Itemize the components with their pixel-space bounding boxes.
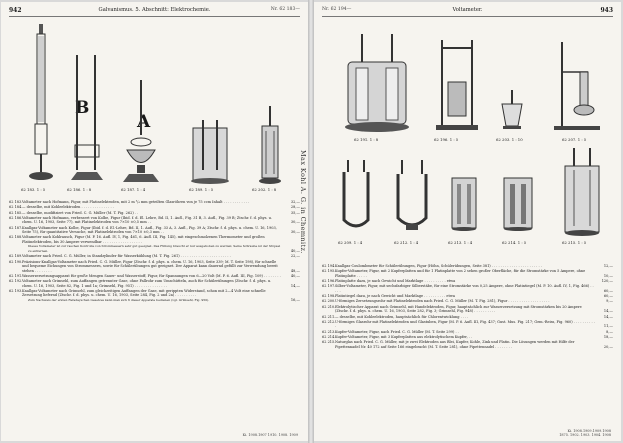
- caption-3: 62 189. 1 : 5: [189, 187, 214, 192]
- figure-silber-voltameter: [500, 90, 524, 130]
- entry-item: 62 198. Platintiegel dazu, je nach Gewicht und Marktlage . . . . . . . . . . etwa 60,—: [322, 294, 613, 299]
- entry-item: 62 195. Kupfer-Voltameter, Figur, mit 2 Kupferplatten und für 1 Platinplatte von 2 sehen großer Oberfläche, für die Stromstärke von 5 Ampere, ohne Platinplatte . . . . . 10,—: [322, 269, 613, 278]
- entry-item: 62 186. Voltameter nach Hofmann, verbessert von Kolbe, Figur (Ibid. f. d. El. Lehre, Bd. II, 1. Aufl., Fig. 31 B, 3. Aufl., Fig. 39 B; Ztschr. f. d. phys. u. chem. U. 16, 1903, Seite 77), mit Platinelektroden von 7×10 ±0,5 mm . . 30,—: [9, 215, 300, 225]
- figure-tall-cylinder: [562, 148, 602, 236]
- figure-stand-apparatus: [552, 42, 602, 132]
- right-head-title: Voltameter.: [452, 7, 483, 13]
- entry-item: 62 211. — desselbe, mit Kohleelektroden, hauptsächlich für Chlorentwicklung . . . . 14,—: [322, 314, 613, 319]
- caption-2: 62 203. 1 : 10: [496, 137, 523, 142]
- entry-item: 62 190. Präzisions-Knallgas-Voltameter nach Fried. C. G. Müller, Figur (Ztschr. f. d. phys. u. chem. U. 16, 1903, Seite 339; M. T. Seite 198), für schnelle und bequeme Eichungen von Strommessern, sowie für Schülerübungen gut geeignet. Der Apparat kann dauernd gefüllt zur Verwendung bereit stehen . . . . . . . . 48,—: [9, 259, 300, 273]
- entry-item: 62 215. Naturglas nach Fried. C. G. Müller, mit je zwei Elektroden aus Blei, Kupfer, Kohle, Zink und Platin. Die Lösungen werden mit Hilfe der Pipettennadel Nr. 40 172 auf Seite 166 eingebracht (M. T. Seite 281), ohne Pipettennadel . . . . . . . . 20,—: [322, 340, 613, 349]
- caption-8: 62 215. 1 : 5: [562, 240, 587, 245]
- left-page-number: 942: [9, 7, 22, 14]
- caption-1: 62 186. 1 : 8: [67, 187, 92, 192]
- right-footer: Ki. 1908.1909.1909.1908 1875. 1902. 1903. 1904. 1908: [559, 429, 611, 437]
- caption-1: 62 196. 1 : 5: [434, 137, 459, 142]
- figure-kupfer-voltameter: [432, 40, 482, 132]
- entry-item: 62 196. Platinplatte dazu, je nach Gewicht und Marktlage . . . . . . . . . . etwa 120,—: [322, 279, 613, 284]
- entry-item: 62 213. Kupfer-Voltameter, Figur, nach Fried. C. G. Müller (M. T. Seite 299) . . 8,—: [322, 329, 613, 334]
- entry-item: 62 188. Voltameter nach Kohlrausch, Figur (M. P. 16. Aufl. IV, 1, Fig. 461, 6. Aufl. III, Fig. 145), mit eingeschmolzenen Thermometer und großen Platinelektroden, bis 30 Ampere verwendbar . . . . . . . . . . . . . . . . . . 40,— Dieses Voltameter ist zur raschen Kontrolle von Strommessern sehr gut geeignet. Das Füllung braucht er nur ausgehoben zu werden; Seine Schraube ist der Stöpsel zu entfernen.: [9, 235, 300, 253]
- figure-wasserzersetzung: [342, 34, 412, 134]
- right-page-number: 943: [600, 7, 613, 14]
- caption-4: 62 209. 1 : 4: [338, 240, 363, 245]
- entry-item: 62 185. — desselbe, modifiziert von Fried. C. G. Müller (M. T. Fig. 262) . . 35,—: [9, 210, 300, 215]
- figure-zersetzungsrohr: [257, 106, 283, 186]
- figure-knallgas-voltameter: [119, 80, 164, 185]
- figure-beaker-1: [450, 172, 478, 232]
- right-figures: [322, 20, 613, 260]
- entry-item: 62 200. U-förmiges Zersetzungsrohr mit Platinelektroden nach Fried. C. G. Müller (M. T. Fig. 281), Figur . . . . . . . . . . . . . . . . . . . 9,—: [322, 299, 613, 304]
- entry-item: 62 197. Silber-Voltameter, Figur, mit sechsfarbiger Silberstäbe, für eine Stromstärke von 0,25 Ampere, ohne Platintiegel (M. P. 10. Aufl. IV, 1, Fig. 466) . . . . . 60,—: [322, 284, 613, 293]
- entry-item: 62 189. Voltameter nach Fried. C. G. Müller, in Standzylinder für Wasserkühlung (M. T. Fig. 261) . . . . . . . . . . . . . . . . . . . . . . . 22,—: [9, 254, 300, 259]
- caption-3: 62 207. 1 : 5: [562, 137, 587, 142]
- caption-5: 62 212. 1 : 4: [394, 240, 419, 245]
- caption-6: 62 213. 1 : 4: [448, 240, 473, 245]
- entry-item: 62 191. Wasserzersetzungsapparat für große Mengen Sauer- und Wasserstoff, Figur, für Spannungen von 6—20 Volt (M. P. 6. Aufl. III, Fig. 109) . . . . . . . . 40,—: [9, 273, 300, 278]
- figure-kolbe-voltameter: [69, 50, 105, 185]
- right-page: [314, 2, 621, 441]
- entry-item: 62 194. Knallgas-Coulombmeter für Schülerübungen, Figur (Höhn, Schülerübungen, Seite 381) . . . . . . . . . . . . . . . . . . . . . . . 12,—: [322, 264, 613, 268]
- figure-letter-b: B: [75, 98, 90, 118]
- left-footer: Ki. 1908.1907 1910. 1908. 1909: [242, 433, 298, 437]
- entry-item: 62 187. Knallgas-Voltameter nach Kolbe, Figur (Ibid. f. d. El.-Lehre, Bd. II, 1. Aufl., Fig. 33 A, 3. Aufl., Fig. 39 A; Ztschr. f. d. phys. u. chem. U. 16, 1903, Seite 75), für quantitative Versuche, mit Platinelektroden von 7×10 ±0,3 mm . . 30,—: [9, 225, 300, 235]
- figure-muller-voltameter: [189, 120, 231, 185]
- caption-4: 62 202. 1 : 8: [252, 187, 277, 192]
- right-head-code: Nr. 62 194—: [322, 7, 352, 12]
- left-gutter-stamp: Max Kohl A. G. in Chemnitz.: [299, 150, 307, 254]
- entry-item: 62 212. U-förmiges Glasrohr mit Platinelektroden und Glastuben, Figur (M. P. 6. Aufl. III, Fig. 437; Gust. Mus. Fig. 217; Gem.-Reiss, Fig. 960) . . . . . . . . . . . 11,—: [322, 319, 613, 329]
- figure-letter-a: A: [137, 112, 151, 132]
- left-entries: [9, 200, 300, 303]
- figure-u-rohr-1: [340, 160, 372, 232]
- right-entries: [322, 264, 613, 350]
- left-figures: [9, 20, 300, 195]
- entry-item: 62 214. Kupfer-Voltameter, Figur, mit 3 Kupferplatten aus elektrolytischem Kupfer, . . 18,—: [322, 334, 613, 339]
- entry-item: 62 192. Voltameter nach Grimsehl, zum Auffangen getrennter Gase, ohne Fallrohr zum Umschütteln, auch für Schülerübungen (Ztschr. f. d. phys. u. chem. U. 16, 1903, Seite 82, Fig. 1 und 1a; Grimsehl, Fig. 951) . . . . . . . . . . . . . . . 14,—: [9, 279, 300, 288]
- caption-0: 62 183. 1 : 5: [21, 187, 46, 192]
- right-head-rule: [322, 16, 613, 17]
- entry-item: 62 193. Knallgas-Voltameter nach Grimsehl, zum gleichzeitigen Auffangen der Gase, mit gerippten Widerstand, schon mit 2—4 Volt eine schnelle Zersetzung liefernd (Ztschr. f. d. phys. u. chem. U. 16, 1903, Seite 284, Fig. 2 und 2a) . . . . . . . . . . 16,— Zum Nachweis der ersten Faradayschen Gesetzes kann man sich 6 dieser Apparate bedienen (vgl. Grimsehl, Fig. 950).: [9, 288, 300, 302]
- entry-item: 62 184. — desselbe, mit Kohleelektroden . . . . . . . . . . . . . . . 28,—: [9, 205, 300, 210]
- left-head-rule: [9, 16, 300, 17]
- caption-2: 62 187. 1 : 4: [121, 187, 146, 192]
- entry-item: 62 210. Elektrolytischer Apparat nach Grimsehl, mit Handelektroden, Figur, hauptsächlich zur Wasserzersetzung mit Stromstärken bis 20 Ampere (Ztschr. f. d. phys. u. chem. U. 16, 1903, Seite 282, Fig. 3; Grimsehl, Fig. 948) . . . . . . . . . . 14,—: [322, 304, 613, 314]
- left-page: [1, 2, 308, 441]
- left-head-title: Galvanismus. 5. Abschnitt: Elektrochemie.: [98, 7, 211, 13]
- figure-hofmann-voltameter: [27, 24, 55, 184]
- left-head-code: Nr. 62 183—: [270, 7, 300, 12]
- figure-u-rohr-2: [394, 160, 430, 232]
- caption-0: 62 191. 1 : 8: [354, 137, 379, 142]
- caption-7: 62 214. 1 : 5: [502, 240, 527, 245]
- entry-item: 62 183. Voltameter nach Hofmann, Figur, mit Platinelektroden, mit 2 m ³/₄ mm geteilten Glasröhren von je 75 ccm Inhalt . . . . . . . . . . . . 32,—: [9, 200, 300, 204]
- figure-beaker-2: [502, 172, 534, 232]
